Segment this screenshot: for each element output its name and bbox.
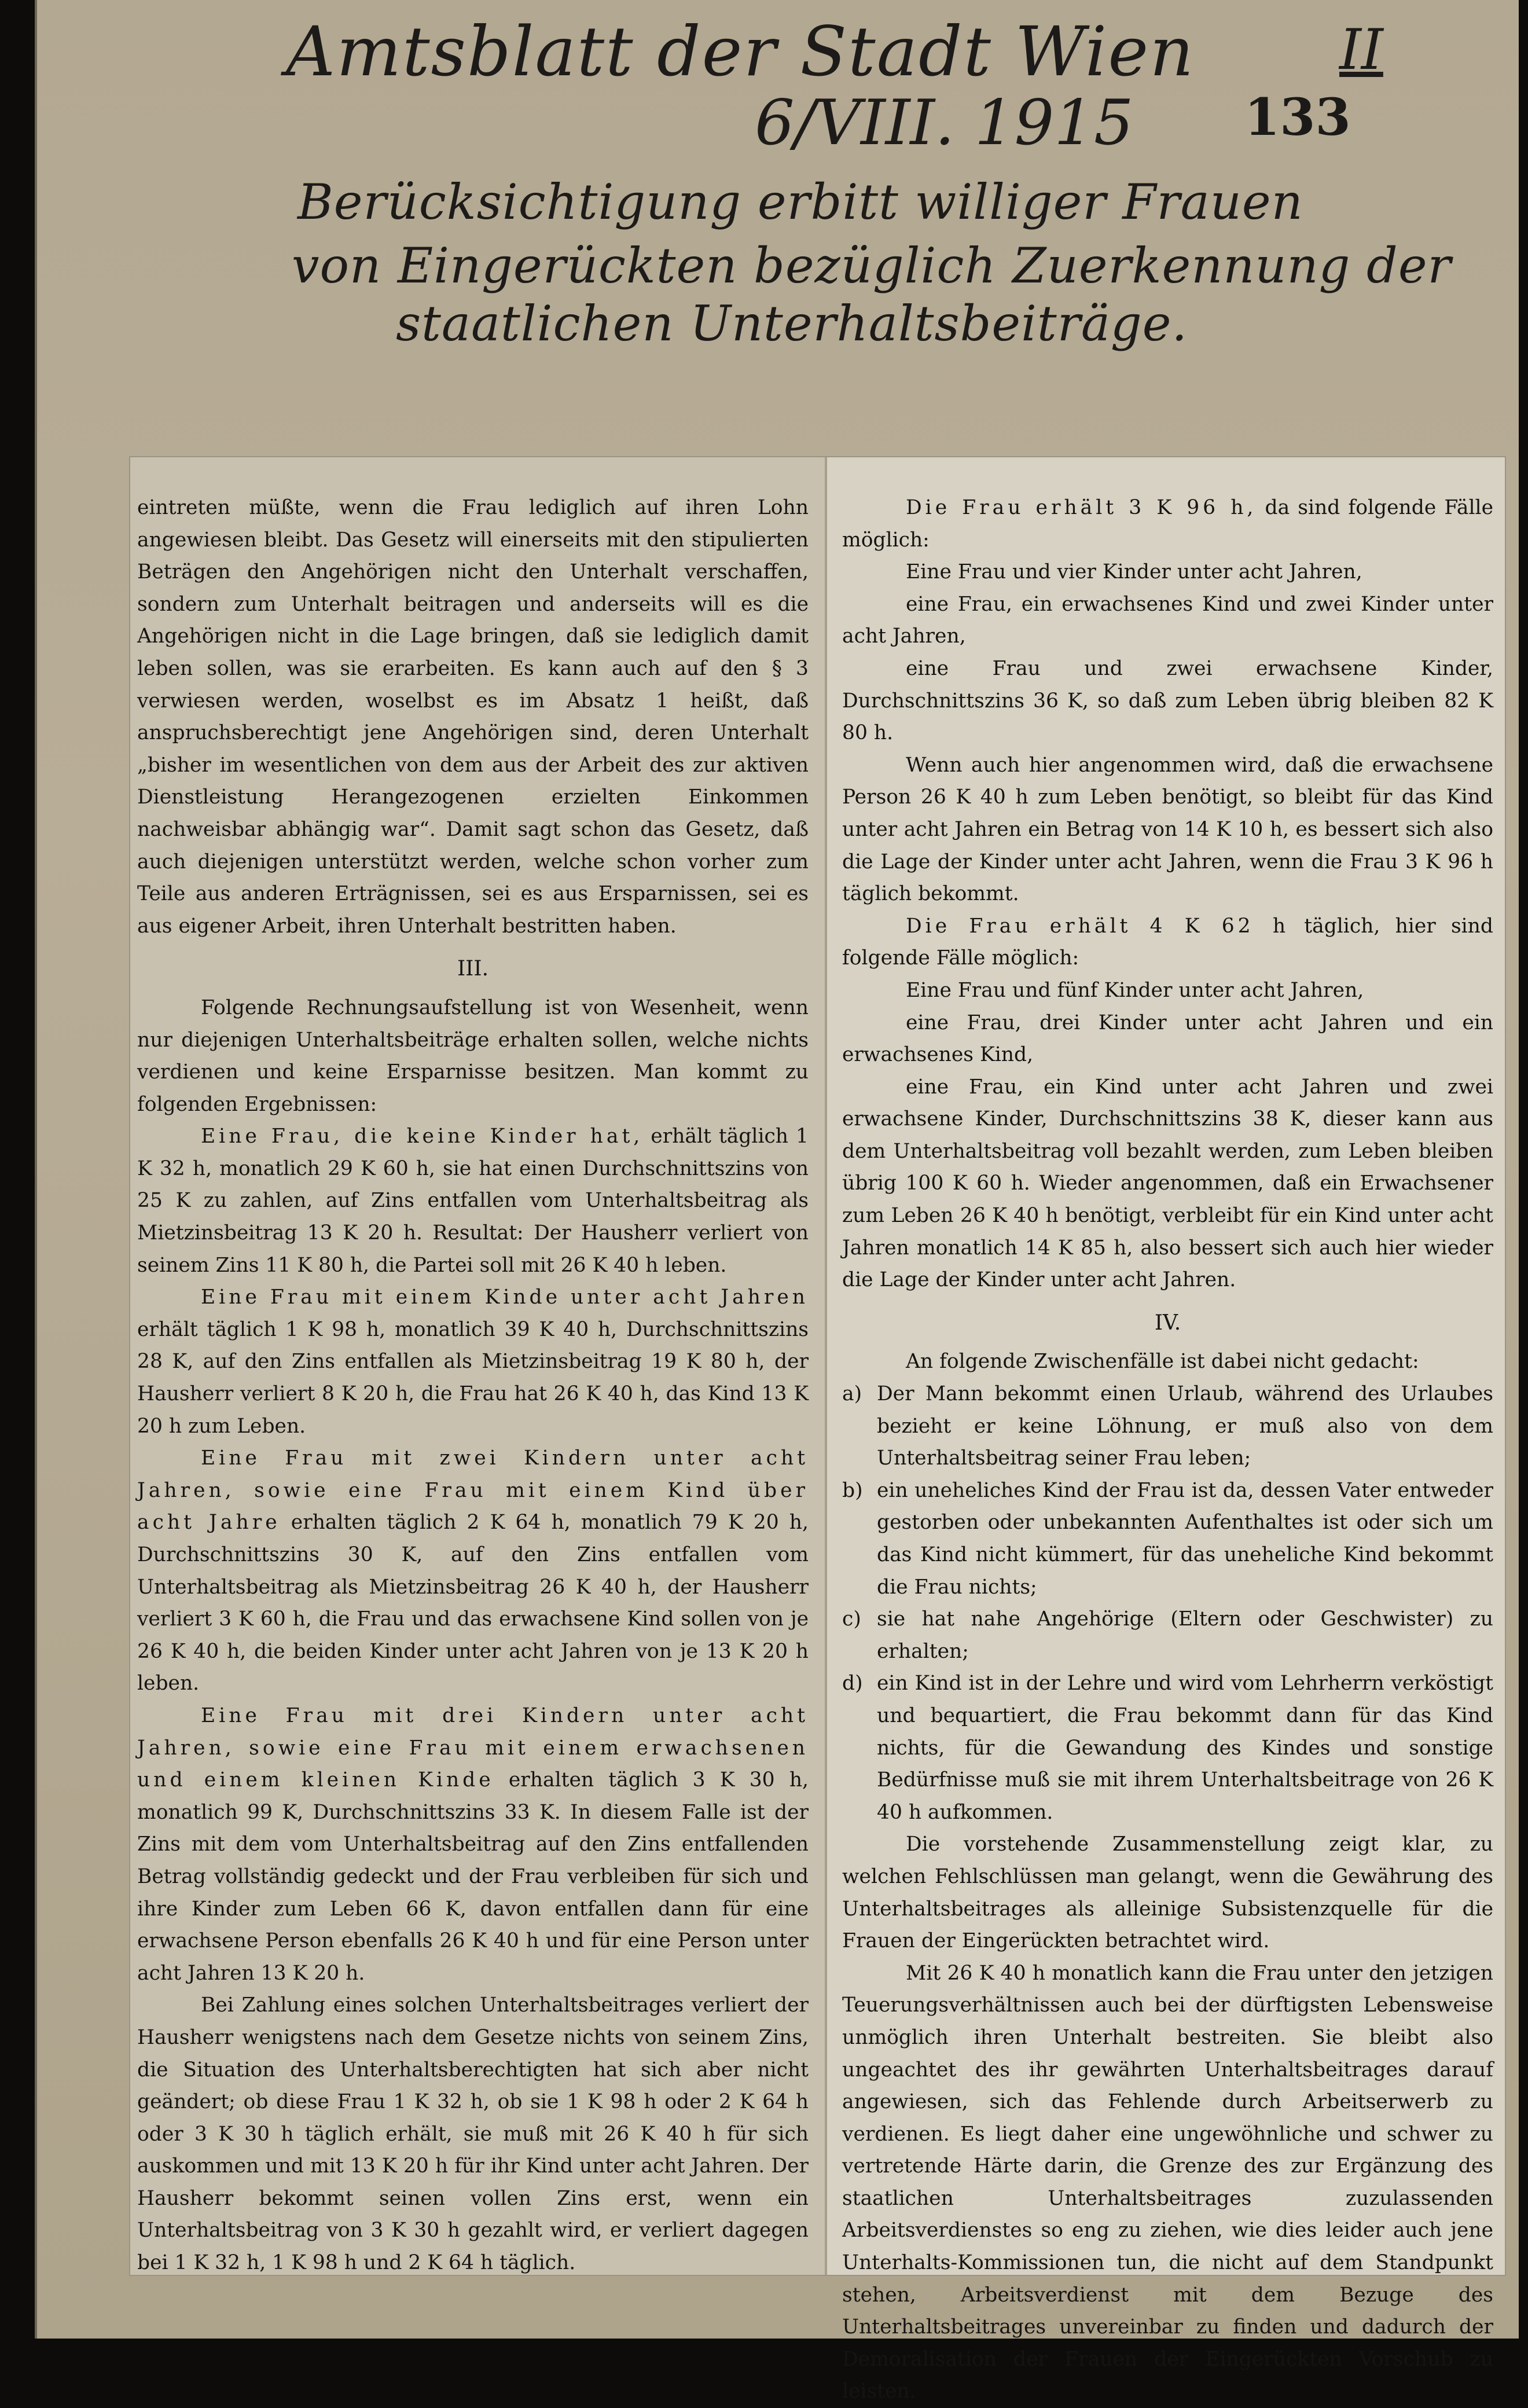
case-heading: Eine Frau, die keine Kinder hat, (201, 1125, 644, 1148)
clipping-fold (825, 457, 827, 2275)
list-item (842, 1378, 1493, 1475)
case-heading: Eine Frau mit einem Kinde unter acht Jahren (201, 1286, 809, 1309)
case-list (842, 1378, 1493, 1829)
paragraph: Eine Frau und fünf Kinder unter acht Jahren, (906, 978, 1364, 1002)
handwritten-title: Amtsblatt der Stadt Wien (286, 12, 1195, 91)
newspaper-clipping (130, 457, 1505, 2403)
list-item (842, 1475, 1493, 1603)
paragraph: eine Frau und zwei erwachsene Kinder, Durchschnittszins 36 K, so daß zum Leben übrig bleiben 82 K 80 h. (842, 656, 1493, 745)
list-text: sie hat nahe Angehörige (Eltern oder Geschwister) zu erhalten; (877, 1607, 1493, 1663)
section-heading: III. (457, 957, 489, 981)
left-column (137, 492, 809, 2279)
list-text: Der Mann bekommt einen Urlaub, während des Urlaubes bezieht er keine Löhnung, er muß also von dem Unterhaltsbeitrag seiner Frau leben; (877, 1382, 1493, 1470)
handwritten-note-line: staatlichen Unterhaltsbeiträge. (396, 295, 1188, 352)
paragraph (137, 1700, 809, 1989)
paragraph: Mit 26 K 40 h monatlich kann die Frau unter den jetzigen Teuerungsverhältnissen auch bei der dürftigsten Lebensweise unmöglich ihren Unterhalt bestreiten. Sie bleibt also ungeachtet des ihr gewährten Unterhaltsbeitrages darauf angewiesen, sich das Fehlende durch Arbeitserwerb zu verdienen. Es liegt daher eine ungewöhnliche und schwer zu vertretende Härte darin, die Grenze des zur Ergänzung des staatlichen Unterhaltsbeitrages zuzulassenden Arbeitsverdienstes so eng zu ziehen, wie dies leider auch jene Unterhalts-Kommissionen tun, die nicht auf dem Standpunkt stehen, Arbeitsverdienst mit dem Bezuge des Unterhaltsbeitrages unvereinbar zu finden und dadurch der Demoralisation der Frauen der Eingerückten Vorschub zu leisten. (842, 1961, 1493, 2403)
paragraph: Eine Frau und vier Kinder unter acht Jahren, (906, 560, 1362, 584)
list-marker: d) (842, 1672, 863, 1695)
list-item (842, 1668, 1493, 1829)
paragraph (137, 1121, 809, 1282)
paragraph: Die vorstehende Zusammenstellung zeigt klar, zu welchen Fehlschlüssen man gelangt, wenn die Gewährung des Unterhaltsbeitrages als alleinige Subsistenzquelle für die Frauen der Eingerückten betrachtet wird. (842, 1833, 1493, 1953)
paragraph: eintreten müßte, wenn die Frau lediglich auf ihren Lohn angewiesen bleibt. Das Gesetz will einerseits mit den stipulierten Beträgen den Angehörigen nicht den Unterhalt verschaffen, sondern zum Unterhalt beitragen und anderseits will es die Angehörigen nicht in die Lage bringen, daß sie lediglich damit leben sollen, was sie erarbeiten. Es kann auch auf den § 3 verwiesen werden, woselbst es im Absatz 1 heißt, daß anspruchsberechtigt jene Angehörigen sind, deren Unterhalt „bisher im wesentlichen von dem aus der Arbeit des zur aktiven Dienstleistung Herangezogenen erzielten Einkommen nachweisbar abhängig war“. Damit sagt schon das Gesetz, daß auch diejenigen unterstützt werden, welche schon vorher zum Teile aus anderen Erträgnissen, sei es aus Ersparnissen, sei es aus eigener Arbeit, ihren Unterhalt bestritten haben. (137, 496, 809, 938)
right-column (842, 492, 1493, 2408)
paragraph (842, 911, 1493, 975)
paragraph (842, 492, 1493, 556)
list-marker: c) (842, 1607, 861, 1631)
paragraph: Bei Zahlung eines solchen Unterhaltsbeitrages verliert der Hausherr wenigstens nach dem Gesetze nichts von seinem Zins, die Situation des Unterhaltsberechtigten hat sich aber nicht geändert; ob diese Frau 1 K 32 h, ob sie 1 K 98 h oder 2 K 64 h oder 3 K 30 h täglich erhält, sie muß mit 26 K 40 h für sich auskommen und mit 13 K 20 h für ihr Kind unter acht Jahren. Der Hausherr bekommt seinen vollen Zins erst, wenn ein Unterhaltsbeitrag von 3 K 30 h gezahlt wird, er verliert dagegen bei 1 K 32 h, 1 K 98 h und 2 K 64 h täglich. (137, 1994, 809, 2275)
paragraph: Folgende Rechnungsaufstellung ist von Wesenheit, wenn nur diejenigen Unterhaltsbeiträge erhalten sollen, welche nichts verdienen und keine Ersparnisse besitzen. Man kommt zu folgenden Ergebnissen: (137, 996, 809, 1116)
case-heading: Die Frau erhält 3 K 96 h, (906, 496, 1257, 519)
case-text: erhalten täglich 2 K 64 h, monatlich 79 K 20 h, Durchschnittszins 30 K, auf den Zins entfallen vom Unterhaltsbeitrag als Mietzinsbeitrag 26 K 40 h, der Hausherr verliert 3 K 60 h, die Frau und das erwachsene Kind sollen von je 26 K 40 h, die beiden Kinder unter acht Jahren von je 13 K 20 h leben. (137, 1511, 809, 1695)
case-text: erhält täglich 1 K 32 h, monatlich 29 K 60 h, sie hat einen Durchschnittszins von 25 K zu zahlen, auf Zins entfallen vom Unterhaltsbeitrag als Mietzinsbeitrag 13 K 20 h. Resultat: Der Hausherr verliert von seinem Zins 11 K 80 h, die Partei soll mit 26 K 40 h leben. (137, 1125, 809, 1277)
paragraph: Wenn auch hier angenommen wird, daß die erwachsene Person 26 K 40 h zum Leben benötigt, so bleibt für das Kind unter acht Jahren ein Betrag von 14 K 10 h, es bessert sich also die Lage der Kinder unter acht Jahren, wenn die Frau 3 K 96 h täglich bekommt. (842, 753, 1493, 906)
case-heading: Eine Frau mit drei Kindern unter acht Jahren, sowie eine Frau mit einem erwachsenen und einem kleinen Kinde (137, 1704, 809, 1792)
handwritten-note-line: von Eingerückten bezüglich Zuerkennung der (292, 237, 1452, 294)
handwritten-note-line: Berücksichtigung erbitt williger Frauen (297, 174, 1303, 230)
paragraph (137, 1282, 809, 1442)
page-number: 133 (1244, 87, 1351, 147)
case-heading: Eine Frau mit zwei Kindern unter acht Jahren, sowie eine Frau mit einem Kind über acht Jahre (137, 1447, 809, 1535)
case-heading: Die Frau erhält 4 K 62 h (906, 914, 1290, 938)
list-marker: a) (842, 1382, 862, 1406)
paragraph: eine Frau, drei Kinder unter acht Jahren und ein erwachsenes Kind, (842, 1011, 1493, 1067)
list-item (842, 1603, 1493, 1668)
case-text: erhalten täglich 3 K 30 h, monatlich 99 K, Durchschnittszins 33 K. In diesem Falle ist der Zins mit dem vom Unterhaltsbeitrag auf den Zins entfallenden Betrag vollständig gedeckt und der Frau verbleiben für sich und ihre Kinder zum Leben 66 K, davon entfallen dann für eine erwachsene Person ebenfalls 26 K 40 h und für eine Person unter acht Jahren 13 K 20 h. (137, 1768, 809, 1985)
paragraph: eine Frau, ein Kind unter acht Jahren und zwei erwachsene Kinder, Durchschnittszins 38 K, dieser kann aus dem Unterhaltsbeitrag voll bezahlt werden, zum Leben bleiben übrig 100 K 60 h. Wieder angenommen, daß ein Erwachsener zum Leben 26 K 40 h benötigt, verbleibt für ein Kind unter acht Jahren monatlich 14 K 85 h, also bessert sich auch hier wieder die Lage der Kinder unter acht Jahren. (842, 1075, 1493, 1292)
list-text: ein uneheliches Kind der Frau ist da, dessen Vater entweder gestorben oder unbekannten Aufenthaltes ist oder sich um das Kind nicht kümmert, für das uneheliche Kind bekommt die Frau nichts; (877, 1478, 1493, 1599)
list-text: ein Kind ist in der Lehre und wird vom Lehrherrn verköstigt und bequartiert, die Frau bekommt dann für das Kind nichts, für die Gewandung des Kindes und sonstige Bedürfnisse muß sie mit ihrem Unterhaltsbeitrage von 26 K 40 h aufkommen. (877, 1672, 1493, 1824)
list-marker: b) (842, 1478, 863, 1502)
section-heading: IV. (1154, 1311, 1181, 1335)
case-text: erhält täglich 1 K 98 h, monatlich 39 K 40 h, Durchschnittszins 28 K, auf den Zins entfallen als Mietzinsbeitrag 19 K 80 h, der Hausherr verliert 8 K 20 h, die Frau hat 26 K 40 h, das Kind 13 K 20 h zum Leben. (137, 1317, 809, 1438)
case-text: da sind folgende Fälle möglich: (842, 496, 1493, 552)
handwritten-roman-numeral: II (1339, 17, 1383, 82)
paragraph: eine Frau, ein erwachsenes Kind und zwei Kinder unter acht Jahren, (842, 592, 1493, 648)
case-text: täglich, hier sind folgende Fälle möglich: (842, 914, 1493, 970)
paragraph (137, 1442, 809, 1700)
handwritten-date: 6/VIII. 1915 (755, 87, 1134, 159)
paragraph: An folgende Zwischenfälle ist dabei nicht gedacht: (906, 1350, 1419, 1374)
